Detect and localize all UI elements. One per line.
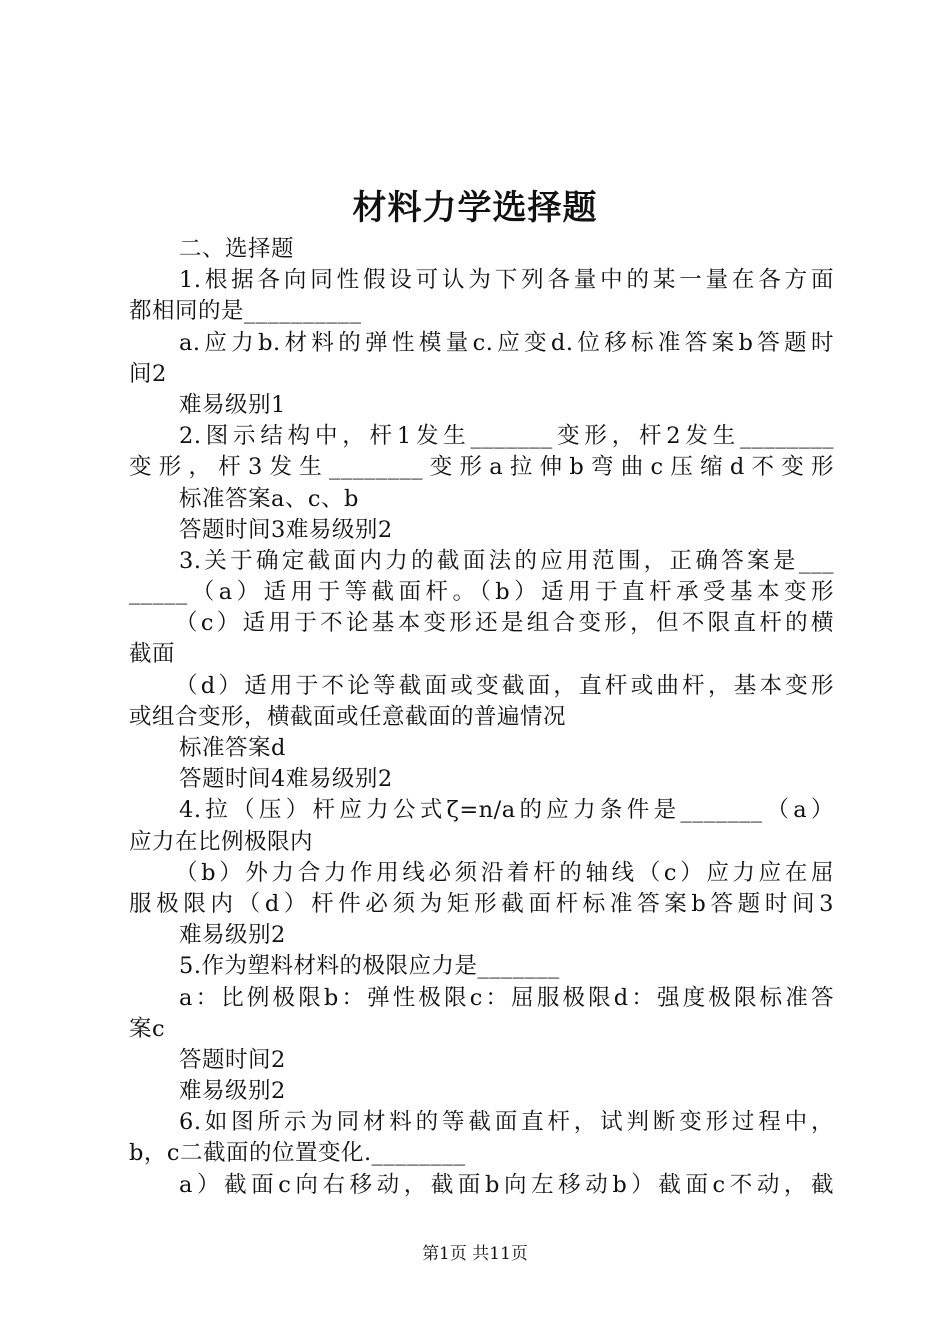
question-2-meta: 答题时间3难易级别2 xyxy=(179,516,393,543)
question-3-line-1: 3.关于确定截面内力的截面法的应用范围，正确答案是___ xyxy=(179,547,834,574)
question-2-line-2: 变形，杆3发生________变形a拉伸b弯曲c压缩d不变形 xyxy=(129,454,834,481)
question-3-option-d: （d）适用于不论等截面或变截面，直杆或曲杆，基本变形 xyxy=(175,672,834,699)
question-1-options-cont: 间2 xyxy=(129,360,167,387)
page-footer: 第1页 共11页 xyxy=(422,1244,528,1264)
question-3-line-2: _____（a）适用于等截面杆。（b）适用于直杆承受基本变形 xyxy=(129,579,834,606)
question-4-line-1: 4.拉（压）杆应力公式ζ=n/a的应力条件是_______（a） xyxy=(179,797,834,824)
question-2-answer: 标准答案a、c、b xyxy=(179,485,359,512)
question-4-options-cont: 服极限内（d）杆件必须为矩形截面杆标准答案b答题时间3 xyxy=(129,890,834,917)
question-3-option-d-cont: 或组合变形，横截面或任意截面的普遍情况 xyxy=(129,703,567,730)
question-3-option-c: （c）适用于不论基本变形还是组合变形，但不限直杆的横 xyxy=(175,610,834,637)
question-1-line-1: 1.根据各向同性假设可认为下列各量中的某一量在各方面 xyxy=(179,267,834,294)
question-6-options: a）截面c向右移动，截面b向左移动b）截面c不动，截 xyxy=(179,1171,834,1198)
question-5-options: a：比例极限b：弹性极限c：屈服极限d：强度极限标准答 xyxy=(179,984,834,1011)
question-3-meta: 答题时间4难易级别2 xyxy=(179,766,393,793)
document-body xyxy=(129,234,834,1201)
question-1-difficulty: 难易级别1 xyxy=(179,391,286,418)
question-4-options: （b）外力合力作用线必须沿着杆的轴线（c）应力应在屈 xyxy=(175,859,834,886)
question-5-line-1: 5.作为塑料材料的极限应力是_______ xyxy=(179,953,560,980)
question-3-answer: 标准答案d xyxy=(179,735,286,761)
question-1-line-2: 都相同的是__________ xyxy=(129,298,362,325)
question-4-difficulty: 难易级别2 xyxy=(179,922,286,949)
question-6-line-2: b，c二截面的位置变化.________ xyxy=(129,1140,466,1167)
question-5-time: 答题时间2 xyxy=(179,1046,286,1073)
question-2-line-1: 2.图示结构中，杆1发生_______变形，杆2发生________ xyxy=(179,423,834,450)
question-1-options: a.应力b.材料的弹性模量c.应变d.位移标准答案b答题时 xyxy=(179,329,834,356)
question-5-options-cont: 案c xyxy=(129,1015,166,1042)
page-title: 材料力学选择题 xyxy=(352,188,598,228)
question-3-option-c-cont: 截面 xyxy=(129,641,176,668)
section-heading: 二、选择题 xyxy=(179,236,295,262)
question-5-difficulty: 难易级别2 xyxy=(179,1078,286,1105)
question-6-line-1: 6.如图所示为同材料的等截面直杆，试判断变形过程中， xyxy=(179,1109,834,1136)
question-4-line-2: 应力在比例极限内 xyxy=(129,828,314,855)
